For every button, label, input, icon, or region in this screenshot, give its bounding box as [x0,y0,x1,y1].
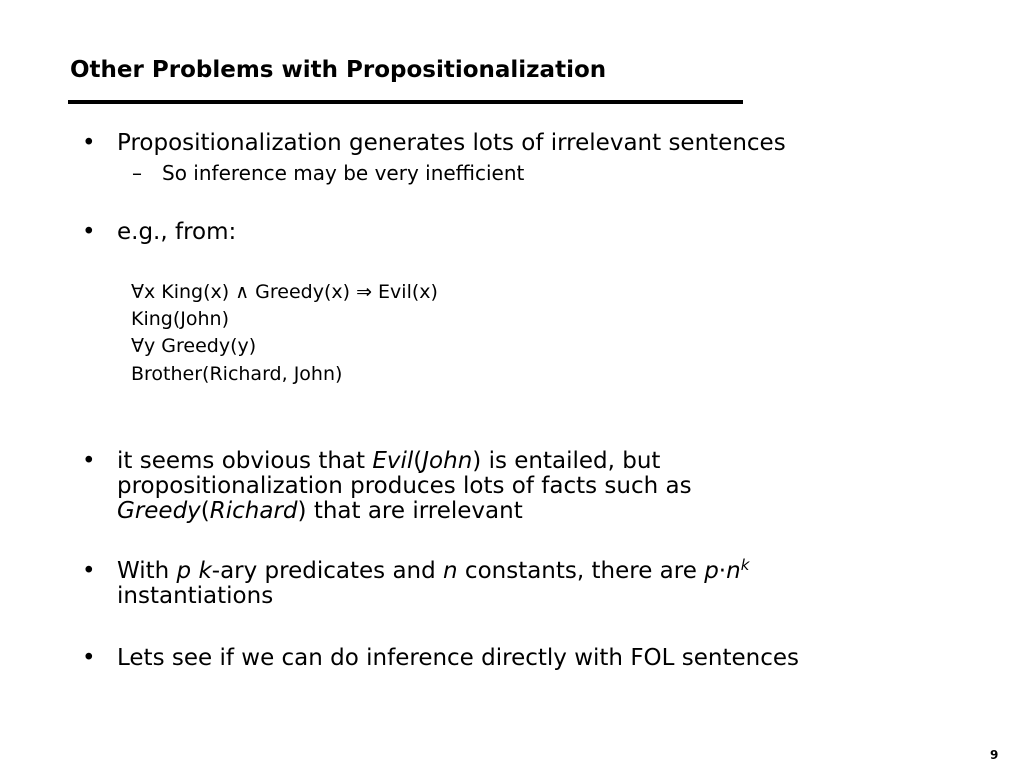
bullet-text: e.g., from: [117,219,237,245]
bullet-item [82,556,982,611]
bullet-text: Propositionalization generates lots of irrelevant sentences [117,130,786,156]
bullet-marker: • [82,130,96,156]
formula-line: Brother(Richard, John) [131,363,343,385]
bullet-marker: • [82,219,96,245]
bullet-item [82,449,982,525]
sub-bullet-text: So inference may be very inefficient [162,161,525,185]
bullet-text: With p k-ary predicates and n constants, there are $p\cdot n^k$ instantiations [117,556,750,609]
bullet-text: it seems obvious that Evil(John) is entailed, but propositionalization produces lots of facts such as Greedy(Richard) that are irrelevant [117,448,692,524]
bullet-text: Lets see if we can do inference directly with FOL sentences [117,645,800,671]
bullet-marker: • [82,558,96,584]
bullet-marker: • [82,645,96,671]
bullet-marker: • [82,448,96,474]
formula-line: ∀x King(x) ∧ Greedy(x) ⇒ Evil(x) [131,281,438,303]
page-number: 9 [990,748,999,762]
sub-bullet-marker: – [132,161,142,185]
formula-line: King(John) [131,308,229,330]
formula-line: ∀y Greedy(y) [131,335,257,357]
title-underline [68,100,743,104]
slide-title: Other Problems with Propositionalization [70,57,607,83]
